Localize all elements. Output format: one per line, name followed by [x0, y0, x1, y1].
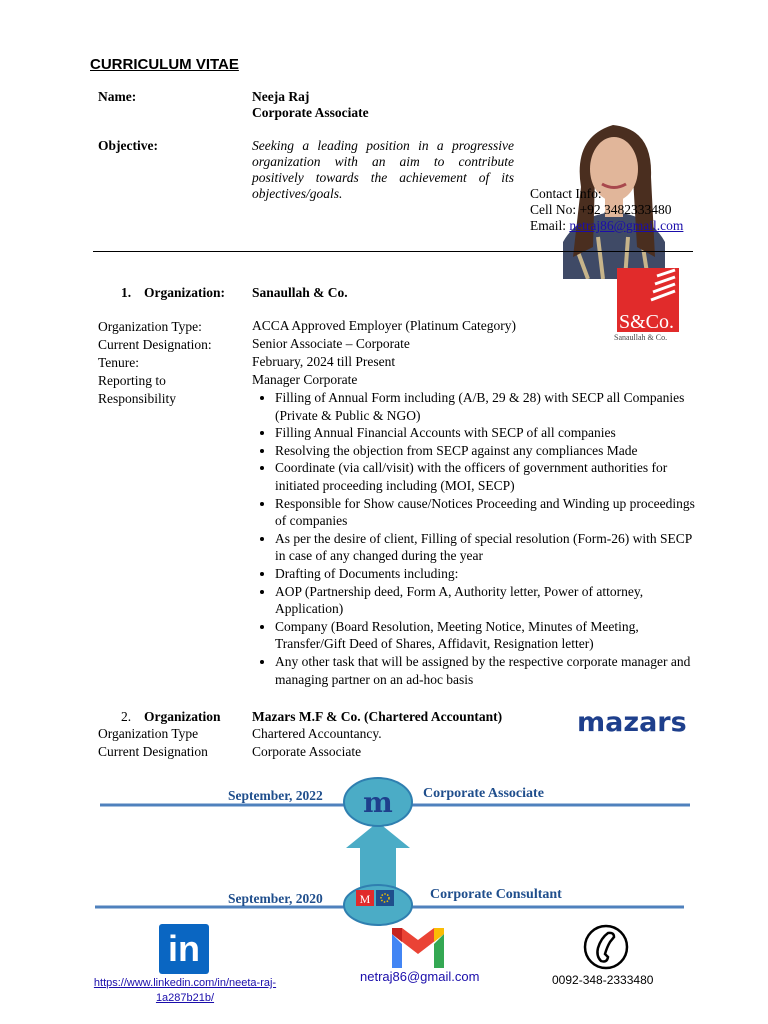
org2-type-label: Organization Type [98, 726, 199, 741]
responsibility-item: • Any other task that will be assigned by the respective corporate manager and managing partner on an ad-hoc basis [275, 653, 705, 688]
org1-field-values [252, 317, 516, 389]
sanaullah-logo-caption: Sanaullah & Co. [614, 333, 668, 342]
org1-tenure-value: February, 2024 till Present [252, 354, 396, 369]
org2-label: Organization [144, 709, 221, 724]
timeline-bottom-role: Corporate Consultant [430, 887, 562, 902]
timeline-top-role: Corporate Associate [423, 786, 544, 801]
divider [93, 251, 693, 252]
contact-info [530, 186, 683, 234]
timeline-up-arrow [346, 822, 410, 890]
org1-name: Sanaullah & Co. [252, 285, 348, 300]
person-role: Corporate Associate [252, 105, 369, 120]
org1-reporting-value: Manager Corporate [252, 372, 358, 387]
mazars-logo: mazars [577, 707, 687, 738]
responsibility-item: • Coordinate (via call/visit) with the officers of government authorities for initiated proceeding including (MOI, SECP) [275, 459, 705, 494]
org2-designation-value: Corporate Associate [252, 744, 362, 759]
org1-tenure-label: Tenure: [98, 355, 140, 370]
email-link[interactable]: netraj86@gmail.com [569, 218, 684, 233]
org1-reporting-label: Reporting to [98, 373, 166, 388]
responsibility-item: • Responsible for Show cause/Notices Proceeding and Winding up proceedings of companies [275, 495, 705, 530]
linkedin-link-line2: 1a287b21b/ [155, 992, 215, 1004]
org1-designation-value: Senior Associate – Corporate [252, 336, 410, 351]
objective-label: Objective: [98, 138, 158, 153]
footer-phone: 0092-348-2333480 [552, 973, 654, 987]
cell-label: Cell No: [530, 202, 580, 217]
org1-responsibility-label: Responsibility [98, 391, 177, 406]
responsibility-item: • Filling Annual Financial Accounts with SECP of all companies [275, 424, 705, 442]
org2-type-value: Chartered Accountancy. [252, 726, 382, 741]
mazars-badge-letter: m [363, 786, 393, 819]
sanaullah-logo [617, 268, 679, 332]
footer-email-link[interactable]: netraj86@gmail.com [360, 969, 480, 984]
org1-number: 1. [121, 285, 132, 300]
linkedin-link[interactable] [75, 976, 295, 1006]
org2-designation-label: Current Designation [98, 744, 208, 759]
career-timeline [0, 770, 768, 930]
consultant-badge-letter: M [359, 892, 371, 906]
org2-name: Mazars M.F & Co. (Chartered Accountant) [252, 709, 503, 724]
org1-field-labels [98, 318, 212, 408]
cell-number: +92 3482333480 [579, 202, 672, 217]
email-label: Email: [530, 218, 570, 233]
gmail-icon[interactable] [388, 924, 448, 974]
responsibility-item: • As per the desire of client, Filling of special resolution (Form-26) with SECP in case of any changed during the year [275, 530, 705, 565]
responsibility-item: • AOP (Partnership deed, Form A, Authority letter, Power of attorney, Application) [275, 583, 705, 618]
timeline-top-date: September, 2022 [228, 788, 323, 803]
org1-label: Organization: [144, 285, 225, 300]
objective-text: Seeking a leading position in a progressive organization with an aim to contribute positively towards the achievement of its objectives/goals. [252, 138, 514, 201]
org2-field-values [252, 725, 382, 761]
responsibility-list [252, 389, 705, 688]
responsibility-item: • Resolving the objection from SECP against any compliances Made [275, 442, 705, 460]
linkedin-link-line1: https://www.linkedin.com/in/neeta-raj- [93, 977, 277, 989]
org2-number: 2. [121, 709, 132, 724]
sanaullah-logo-text: S&Co. [619, 311, 675, 332]
linkedin-icon[interactable]: in [159, 924, 209, 974]
person-name: Neeja Raj [252, 89, 310, 104]
timeline-bottom-date: September, 2020 [228, 891, 323, 906]
contact-heading: Contact Info: [530, 186, 602, 201]
responsibility-item: • Company (Board Resolution, Meeting Notice, Minutes of Meeting, Transfer/Gift Deed of Shares, Affidavit, Resignation letter) [275, 618, 705, 653]
responsibility-item: • Filling of Annual Form including (A/B, 29 & 28) with SECP all Companies (Private & Public & NGO) [275, 389, 705, 424]
org1-designation-label: Current Designation: [98, 337, 212, 352]
org2-field-labels [98, 725, 208, 761]
org1-type-label: Organization Type: [98, 319, 202, 334]
name-label: Name: [98, 89, 137, 104]
phone-icon[interactable] [583, 923, 629, 975]
org1-type-value: ACCA Approved Employer (Platinum Category) [252, 318, 516, 333]
page-title: CURRICULUM VITAE [90, 56, 239, 73]
responsibility-item: • Drafting of Documents including: [275, 565, 705, 583]
